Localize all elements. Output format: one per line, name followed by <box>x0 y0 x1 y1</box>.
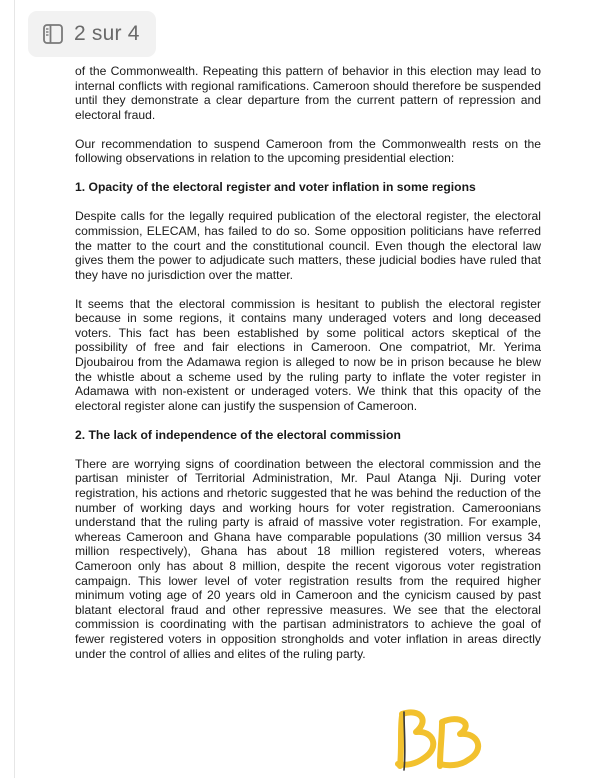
document-body <box>75 64 541 676</box>
document-pages-icon <box>42 23 64 45</box>
section-heading: 1. Opacity of the electoral register and voter inflation in some regions <box>75 180 476 195</box>
paragraph: It seems that the electoral commission is hesitant to publish the electoral register because in some regions, it contains many underaged voters and long deceased voters. This fact has been established by some political actors skeptical of the possibility of free and fair elections in Cameroon. One compatriot, Mr. Yerima Djoubairou from the Adamawa region is alleged to now be in prison because he blew the whistle about a scheme used by the ruling party to inflate the voter register in Adamawa with non-existent or underaged voters. We think that this opacity of the electoral register alone can justify the suspension of Cameroon. <box>75 296 541 413</box>
page-indicator[interactable] <box>28 11 156 57</box>
page-indicator-label: 2 sur 4 <box>74 22 140 45</box>
page-left-edge <box>14 0 15 778</box>
paragraph: Our recommendation to suspend Cameroon from the Commonwealth rests on the following observations in relation to the upcoming presidential election: <box>75 136 541 166</box>
section-heading: 2. The lack of independence of the electoral commission <box>75 427 401 442</box>
handwritten-signature <box>380 700 504 774</box>
paragraph: There are worrying signs of coordination between the electoral commission and the partisan minister of Territorial Administration, Mr. Paul Atanga Nji. During voter registration, his actions and rhetoric suggested that he was behind the reduction of the number of working days and working hours for voter registration. Cameroonians understand that the ruling party is afraid of massive voter registration. For example, whereas Cameroon and Ghana have comparable populations (30 million versus 34 million respectively), Ghana has about 18 million registered voters, whereas Cameroon only has about 8 million, despite the recent vigorous voter registration campaign. This lower level of voter registration results from the required higher minimum voting age of 20 years old in Cameroon and the cynicism caused by past blatant electoral fraud and other repressive measures. We see that the electoral commission is coordinating with the partisan administrators to achieve the goal of fewer registered voters in opposition strongholds and voter inflation in areas directly under the control of allies and elites of the ruling party. <box>75 456 541 661</box>
paragraph: Despite calls for the legally required publication of the electoral register, the electoral commission, ELECAM, has failed to do so. Some opposition politicians have referred the matter to the court and the constitutional council. Even though the electoral law gives them the power to adjudicate such matters, these judicial bodies have ruled that they have no jurisdiction over the matter. <box>75 209 541 282</box>
paragraph: of the Commonwealth. Repeating this pattern of behavior in this election may lead to internal conflicts with regional ramifications. Cameroon should therefore be suspended until they demonstrate a clear departure from the current pattern of repression and electoral fraud. <box>75 64 541 122</box>
